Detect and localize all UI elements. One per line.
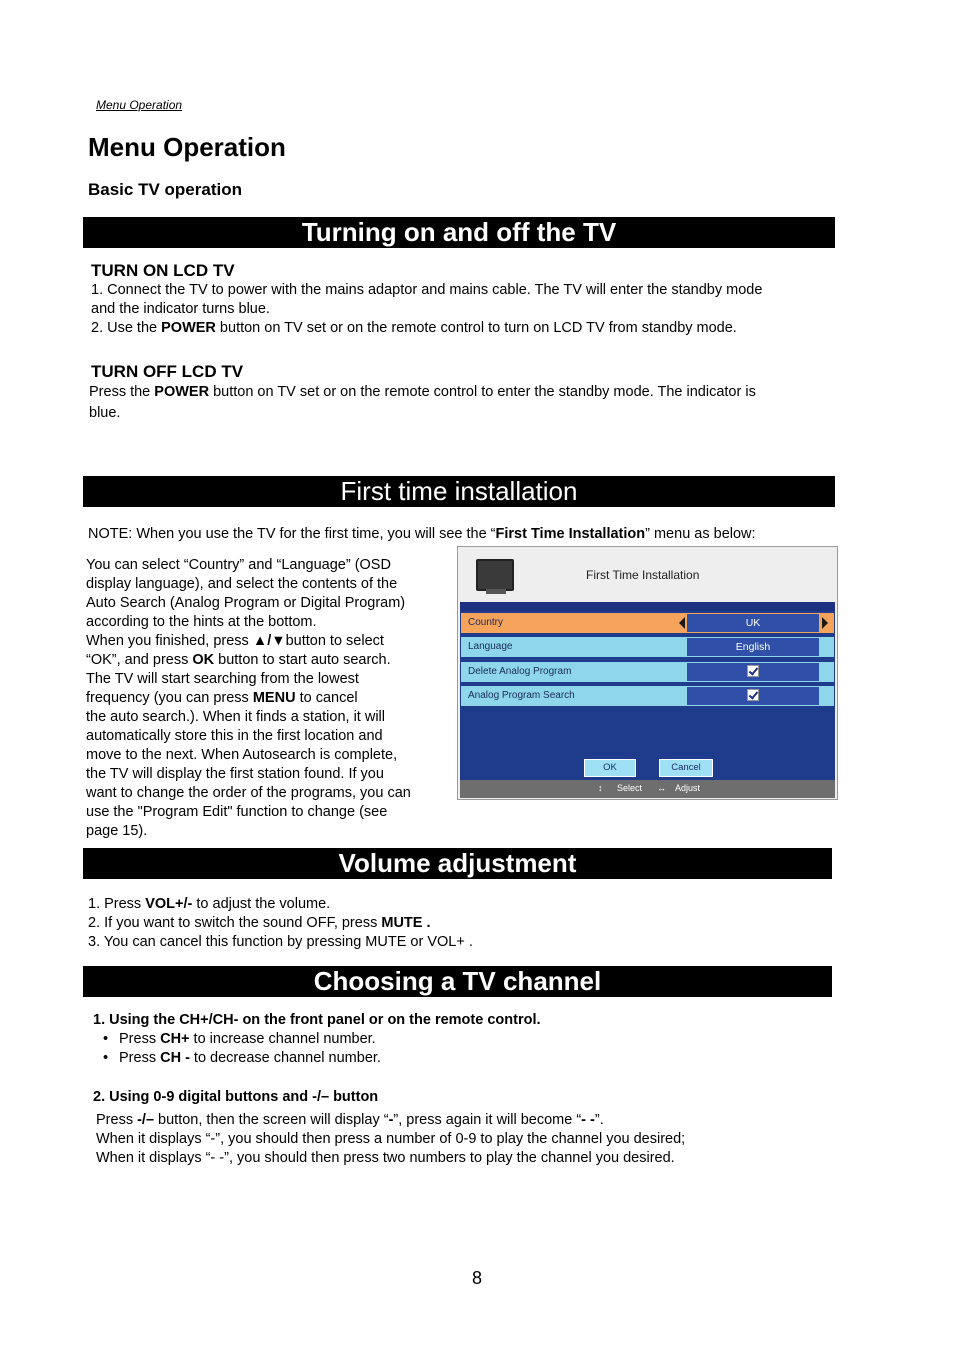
tv-stand-icon	[486, 589, 506, 594]
osd-value-delete-analog	[687, 663, 819, 681]
osd-menu-body	[460, 602, 835, 780]
arrow-left-icon[interactable]	[679, 617, 685, 629]
turn-on-heading: TURN ON LCD TV	[91, 261, 235, 280]
list-item: • Press CH+ to increase channel number.	[93, 1030, 793, 1049]
banner-power: Turning on and off the TV	[83, 217, 835, 248]
osd-cancel-button[interactable]: Cancel	[659, 759, 713, 777]
osd-row-language[interactable]	[461, 637, 834, 657]
arrow-right-icon[interactable]	[822, 617, 828, 629]
banner-install: First time installation	[83, 476, 835, 507]
hint-select: Select	[617, 783, 643, 793]
osd-strip	[460, 602, 835, 611]
osd-header	[458, 547, 837, 602]
osd-row-country[interactable]	[461, 613, 834, 633]
osd-row-label: Delete Analog Program	[468, 666, 572, 677]
turn-on-text: 1. Connect the TV to power with the mains adaptor and mains cable. The TV will enter the standby mode and the indicator turns blue. 2. Use the POWER button on TV set or on the remote control to turn on LCD TV from standby mode.	[91, 282, 763, 336]
osd-value-analog-search	[687, 687, 819, 705]
leftright-arrows-icon: ↔	[657, 783, 666, 793]
channel-method-1-heading: 1. Using the CH+/CH- on the front panel or on the remote control.	[93, 1012, 541, 1028]
updown-arrows-icon: ↕	[598, 783, 603, 793]
osd-hint-bar	[460, 780, 835, 798]
osd-row-delete-analog[interactable]	[461, 662, 834, 682]
install-note: NOTE: When you use the TV for the first time, you will see the “First Time Installation” menu as below:	[88, 526, 756, 542]
osd-first-time-installation	[457, 546, 838, 800]
install-instructions: You can select “Country” and “Language” (OSD display language), and select the contents of the Auto Search (Analog Program or Digital Program) according to the hints at the bottom. When you finished, press ▲/▼button to select “OK”, and press OK button to start auto search. The TV will start searching from the lowest frequency (you can press MENU to cancel the auto search.). When it finds a station, it will automatically store this in the first location and move to the next. When Autosearch is complete, the TV will display the first station found. If you want to change the order of the programs, you can use the "Program Edit" function to change (see page 15).	[86, 557, 411, 839]
running-header: Menu Operation	[96, 98, 183, 112]
page-number: 8	[471, 1268, 482, 1288]
channel-method-2-heading: 2. Using 0-9 digital buttons and -/– button	[93, 1089, 379, 1105]
hint-adjust: Adjust	[675, 783, 701, 793]
osd-row-analog-search[interactable]	[461, 686, 834, 706]
osd-value-language: English	[687, 638, 819, 656]
turn-off-heading: TURN OFF LCD TV	[91, 362, 244, 381]
list-item: • Press CH - to decrease channel number.	[93, 1049, 793, 1068]
page-subtitle: Basic TV operation	[88, 180, 242, 199]
volume-steps: 1. Press VOL+/- to adjust the volume. 2. If you want to switch the sound OFF, press MUTE . 3. You can cancel this function by pressing MUTE or VOL+ .	[88, 896, 473, 950]
channel-method-2-text: Press -/– button, then the screen will display “-”, press again it will become “- -”. When it displays “-”, you should then press a number of 0-9 to play the channel you desired; When it displays “- -”, you should then press two numbers to play the channel you desired.	[96, 1112, 686, 1166]
osd-ok-button[interactable]: OK	[584, 759, 636, 777]
osd-row-label: Language	[468, 641, 513, 652]
turn-off-text: Press the POWER button on TV set or on the remote control to enter the standby mode. The indicator is blue.	[89, 384, 756, 421]
checkbox-checked-icon[interactable]	[747, 665, 759, 677]
osd-title: First Time Installation	[586, 568, 700, 582]
banner-volume: Volume adjustment	[83, 848, 832, 879]
banner-channel: Choosing a TV channel	[83, 966, 832, 997]
page-title: Menu Operation	[88, 132, 286, 162]
osd-row-label: Country	[468, 617, 504, 628]
channel-method-1-list	[93, 1030, 793, 1068]
osd-value-country: UK	[687, 614, 819, 632]
tv-icon	[476, 559, 514, 591]
checkbox-checked-icon[interactable]	[747, 689, 759, 701]
osd-row-label: Analog Program Search	[468, 690, 575, 701]
